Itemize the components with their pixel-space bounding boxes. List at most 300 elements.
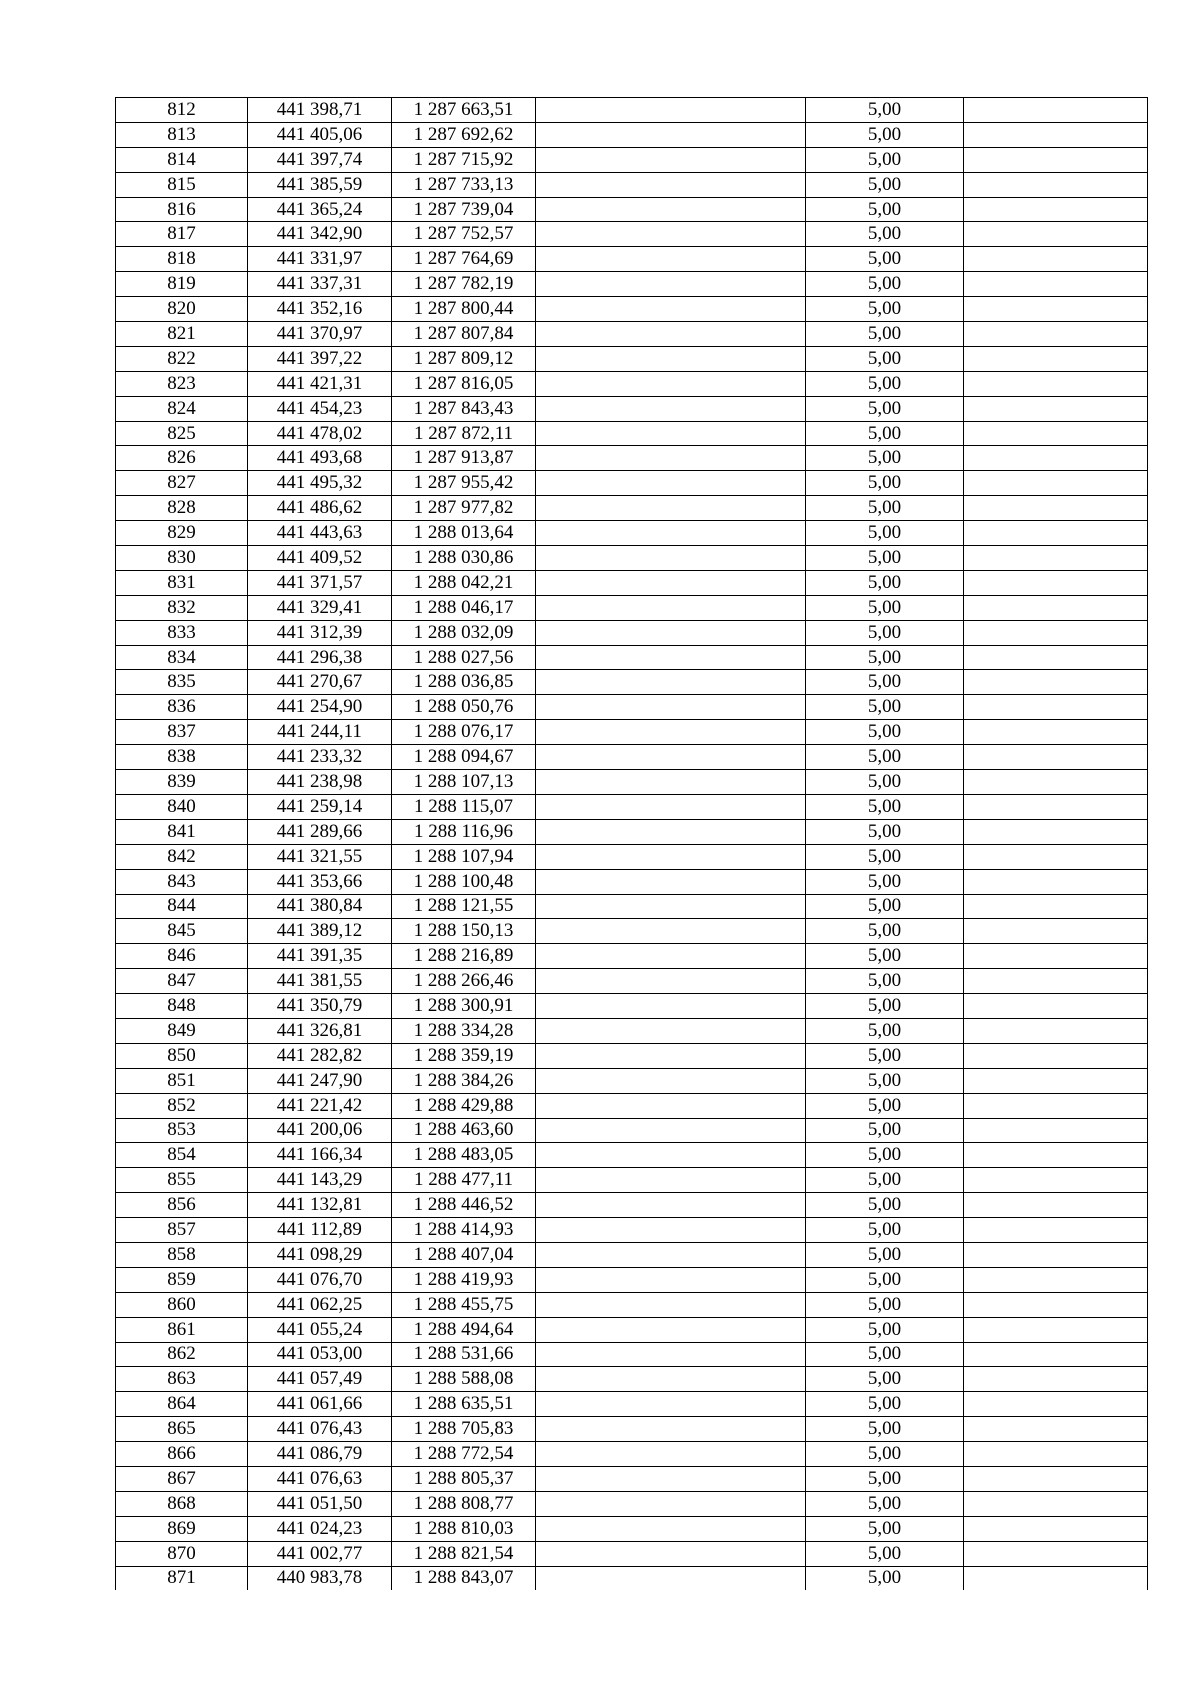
empty-cell: [964, 1068, 1148, 1093]
table-row: [116, 1342, 1148, 1367]
y-coordinate-cell: 1 288 076,17: [392, 720, 536, 745]
value-cell: 5,00: [806, 446, 964, 471]
y-coordinate-cell: 1 288 635,51: [392, 1392, 536, 1417]
table-row: [116, 496, 1148, 521]
empty-cell: [536, 1168, 806, 1193]
y-coordinate-cell: 1 287 843,43: [392, 396, 536, 421]
point-number-cell: 830: [116, 546, 248, 571]
table-row: [116, 1143, 1148, 1168]
empty-cell: [536, 645, 806, 670]
table-row: [116, 994, 1148, 1019]
y-coordinate-cell: 1 288 334,28: [392, 1018, 536, 1043]
table-row: [116, 595, 1148, 620]
empty-cell: [964, 1093, 1148, 1118]
y-coordinate-cell: 1 288 531,66: [392, 1342, 536, 1367]
x-coordinate-cell: 441 200,06: [248, 1118, 392, 1143]
point-number-cell: 841: [116, 819, 248, 844]
y-coordinate-cell: 1 287 977,82: [392, 496, 536, 521]
table-row: [116, 695, 1148, 720]
y-coordinate-cell: 1 288 808,77: [392, 1491, 536, 1516]
value-cell: 5,00: [806, 1292, 964, 1317]
x-coordinate-cell: 441 076,43: [248, 1417, 392, 1442]
x-coordinate-cell: 441 132,81: [248, 1193, 392, 1218]
empty-cell: [536, 1541, 806, 1566]
value-cell: 5,00: [806, 794, 964, 819]
y-coordinate-cell: 1 288 300,91: [392, 994, 536, 1019]
empty-cell: [536, 595, 806, 620]
table-row: [116, 1516, 1148, 1541]
table-row: [116, 969, 1148, 994]
point-number-cell: 867: [116, 1466, 248, 1491]
value-cell: 5,00: [806, 1043, 964, 1068]
value-cell: 5,00: [806, 1466, 964, 1491]
empty-cell: [536, 1442, 806, 1467]
table-row: [116, 1442, 1148, 1467]
y-coordinate-cell: 1 288 032,09: [392, 620, 536, 645]
value-cell: 5,00: [806, 1218, 964, 1243]
y-coordinate-cell: 1 288 477,11: [392, 1168, 536, 1193]
y-coordinate-cell: 1 287 955,42: [392, 471, 536, 496]
point-number-cell: 815: [116, 172, 248, 197]
y-coordinate-cell: 1 288 429,88: [392, 1093, 536, 1118]
value-cell: 5,00: [806, 595, 964, 620]
point-number-cell: 856: [116, 1193, 248, 1218]
empty-cell: [536, 322, 806, 347]
table-row: [116, 1218, 1148, 1243]
empty-cell: [964, 1566, 1148, 1590]
value-cell: 5,00: [806, 570, 964, 595]
empty-cell: [964, 894, 1148, 919]
y-coordinate-cell: 1 288 216,89: [392, 944, 536, 969]
point-number-cell: 844: [116, 894, 248, 919]
point-number-cell: 834: [116, 645, 248, 670]
empty-cell: [536, 1342, 806, 1367]
empty-cell: [536, 496, 806, 521]
y-coordinate-cell: 1 288 810,03: [392, 1516, 536, 1541]
y-coordinate-cell: 1 288 359,19: [392, 1043, 536, 1068]
empty-cell: [964, 322, 1148, 347]
x-coordinate-cell: 441 247,90: [248, 1068, 392, 1093]
point-number-cell: 816: [116, 197, 248, 222]
x-coordinate-cell: 441 024,23: [248, 1516, 392, 1541]
empty-cell: [536, 421, 806, 446]
x-coordinate-cell: 441 321,55: [248, 844, 392, 869]
empty-cell: [964, 1292, 1148, 1317]
y-coordinate-cell: 1 287 872,11: [392, 421, 536, 446]
x-coordinate-cell: 441 443,63: [248, 521, 392, 546]
empty-cell: [536, 98, 806, 123]
empty-cell: [964, 1193, 1148, 1218]
y-coordinate-cell: 1 288 494,64: [392, 1317, 536, 1342]
table-row: [116, 1242, 1148, 1267]
x-coordinate-cell: 441 312,39: [248, 620, 392, 645]
point-number-cell: 851: [116, 1068, 248, 1093]
x-coordinate-cell: 441 381,55: [248, 969, 392, 994]
value-cell: 5,00: [806, 272, 964, 297]
point-number-cell: 813: [116, 122, 248, 147]
value-cell: 5,00: [806, 1093, 964, 1118]
value-cell: 5,00: [806, 1193, 964, 1218]
x-coordinate-cell: 441 350,79: [248, 994, 392, 1019]
table-row: [116, 1566, 1148, 1590]
y-coordinate-cell: 1 287 809,12: [392, 346, 536, 371]
table-row: [116, 546, 1148, 571]
table-row: [116, 421, 1148, 446]
value-cell: 5,00: [806, 322, 964, 347]
table-row: [116, 570, 1148, 595]
x-coordinate-cell: 441 495,32: [248, 471, 392, 496]
x-coordinate-cell: 441 478,02: [248, 421, 392, 446]
point-number-cell: 828: [116, 496, 248, 521]
value-cell: 5,00: [806, 994, 964, 1019]
x-coordinate-cell: 441 061,66: [248, 1392, 392, 1417]
y-coordinate-cell: 1 288 050,76: [392, 695, 536, 720]
y-coordinate-cell: 1 287 807,84: [392, 322, 536, 347]
empty-cell: [536, 446, 806, 471]
empty-cell: [536, 994, 806, 1019]
empty-cell: [536, 770, 806, 795]
y-coordinate-cell: 1 288 150,13: [392, 919, 536, 944]
value-cell: 5,00: [806, 919, 964, 944]
y-coordinate-cell: 1 288 030,86: [392, 546, 536, 571]
value-cell: 5,00: [806, 521, 964, 546]
y-coordinate-cell: 1 288 843,07: [392, 1566, 536, 1590]
point-number-cell: 842: [116, 844, 248, 869]
table-row: [116, 919, 1148, 944]
table-row: [116, 645, 1148, 670]
value-cell: 5,00: [806, 471, 964, 496]
empty-cell: [536, 1093, 806, 1118]
x-coordinate-cell: 441 385,59: [248, 172, 392, 197]
empty-cell: [536, 297, 806, 322]
empty-cell: [964, 969, 1148, 994]
empty-cell: [536, 944, 806, 969]
point-number-cell: 855: [116, 1168, 248, 1193]
empty-cell: [536, 819, 806, 844]
empty-cell: [536, 222, 806, 247]
y-coordinate-cell: 1 288 094,67: [392, 745, 536, 770]
empty-cell: [964, 770, 1148, 795]
point-number-cell: 833: [116, 620, 248, 645]
x-coordinate-cell: 441 421,31: [248, 371, 392, 396]
point-number-cell: 857: [116, 1218, 248, 1243]
empty-cell: [536, 197, 806, 222]
x-coordinate-cell: 441 254,90: [248, 695, 392, 720]
table-row: [116, 1367, 1148, 1392]
x-coordinate-cell: 441 370,97: [248, 322, 392, 347]
point-number-cell: 820: [116, 297, 248, 322]
x-coordinate-cell: 441 389,12: [248, 919, 392, 944]
y-coordinate-cell: 1 287 800,44: [392, 297, 536, 322]
y-coordinate-cell: 1 288 013,64: [392, 521, 536, 546]
y-coordinate-cell: 1 288 100,48: [392, 869, 536, 894]
empty-cell: [964, 546, 1148, 571]
point-number-cell: 846: [116, 944, 248, 969]
empty-cell: [964, 570, 1148, 595]
value-cell: 5,00: [806, 1242, 964, 1267]
x-coordinate-cell: 441 098,29: [248, 1242, 392, 1267]
table-row: [116, 297, 1148, 322]
table-row: [116, 396, 1148, 421]
point-number-cell: 853: [116, 1118, 248, 1143]
value-cell: 5,00: [806, 297, 964, 322]
empty-cell: [964, 1043, 1148, 1068]
point-number-cell: 868: [116, 1491, 248, 1516]
y-coordinate-cell: 1 288 483,05: [392, 1143, 536, 1168]
empty-cell: [964, 944, 1148, 969]
y-coordinate-cell: 1 287 739,04: [392, 197, 536, 222]
x-coordinate-cell: 441 259,14: [248, 794, 392, 819]
x-coordinate-cell: 441 397,74: [248, 147, 392, 172]
x-coordinate-cell: 441 244,11: [248, 720, 392, 745]
table-row: [116, 147, 1148, 172]
value-cell: 5,00: [806, 770, 964, 795]
x-coordinate-cell: 441 143,29: [248, 1168, 392, 1193]
table-body: [116, 98, 1148, 1591]
y-coordinate-cell: 1 288 446,52: [392, 1193, 536, 1218]
table-row: [116, 944, 1148, 969]
x-coordinate-cell: 441 391,35: [248, 944, 392, 969]
table-row: [116, 1068, 1148, 1093]
x-coordinate-cell: 441 331,97: [248, 247, 392, 272]
table-row: [116, 670, 1148, 695]
empty-cell: [964, 222, 1148, 247]
x-coordinate-cell: 441 289,66: [248, 819, 392, 844]
empty-cell: [536, 695, 806, 720]
table-row: [116, 1043, 1148, 1068]
y-coordinate-cell: 1 288 107,13: [392, 770, 536, 795]
x-coordinate-cell: 441 352,16: [248, 297, 392, 322]
y-coordinate-cell: 1 287 692,62: [392, 122, 536, 147]
empty-cell: [536, 122, 806, 147]
table-row: [116, 720, 1148, 745]
point-number-cell: 838: [116, 745, 248, 770]
point-number-cell: 818: [116, 247, 248, 272]
empty-cell: [964, 1417, 1148, 1442]
x-coordinate-cell: 441 337,31: [248, 272, 392, 297]
value-cell: 5,00: [806, 944, 964, 969]
point-number-cell: 837: [116, 720, 248, 745]
empty-cell: [964, 122, 1148, 147]
y-coordinate-cell: 1 288 115,07: [392, 794, 536, 819]
value-cell: 5,00: [806, 546, 964, 571]
empty-cell: [964, 745, 1148, 770]
empty-cell: [536, 570, 806, 595]
x-coordinate-cell: 441 270,67: [248, 670, 392, 695]
empty-cell: [964, 869, 1148, 894]
x-coordinate-cell: 441 405,06: [248, 122, 392, 147]
point-number-cell: 812: [116, 98, 248, 123]
table-row: [116, 1292, 1148, 1317]
empty-cell: [964, 272, 1148, 297]
x-coordinate-cell: 441 365,24: [248, 197, 392, 222]
point-number-cell: 835: [116, 670, 248, 695]
empty-cell: [964, 720, 1148, 745]
empty-cell: [964, 595, 1148, 620]
point-number-cell: 863: [116, 1367, 248, 1392]
x-coordinate-cell: 441 053,00: [248, 1342, 392, 1367]
table-row: [116, 122, 1148, 147]
empty-cell: [536, 1566, 806, 1590]
point-number-cell: 845: [116, 919, 248, 944]
point-number-cell: 821: [116, 322, 248, 347]
table-row: [116, 894, 1148, 919]
y-coordinate-cell: 1 288 384,26: [392, 1068, 536, 1093]
value-cell: 5,00: [806, 819, 964, 844]
y-coordinate-cell: 1 288 463,60: [392, 1118, 536, 1143]
value-cell: 5,00: [806, 1491, 964, 1516]
point-number-cell: 870: [116, 1541, 248, 1566]
value-cell: 5,00: [806, 720, 964, 745]
point-number-cell: 823: [116, 371, 248, 396]
y-coordinate-cell: 1 288 036,85: [392, 670, 536, 695]
point-number-cell: 817: [116, 222, 248, 247]
point-number-cell: 831: [116, 570, 248, 595]
value-cell: 5,00: [806, 98, 964, 123]
x-coordinate-cell: 441 353,66: [248, 869, 392, 894]
empty-cell: [964, 197, 1148, 222]
empty-cell: [536, 745, 806, 770]
empty-cell: [536, 1292, 806, 1317]
y-coordinate-cell: 1 288 121,55: [392, 894, 536, 919]
x-coordinate-cell: 441 296,38: [248, 645, 392, 670]
x-coordinate-cell: 441 057,49: [248, 1367, 392, 1392]
value-cell: 5,00: [806, 695, 964, 720]
y-coordinate-cell: 1 287 715,92: [392, 147, 536, 172]
empty-cell: [536, 1491, 806, 1516]
value-cell: 5,00: [806, 371, 964, 396]
empty-cell: [964, 172, 1148, 197]
empty-cell: [536, 1242, 806, 1267]
table-row: [116, 1018, 1148, 1043]
x-coordinate-cell: 441 493,68: [248, 446, 392, 471]
point-number-cell: 858: [116, 1242, 248, 1267]
empty-cell: [964, 919, 1148, 944]
point-number-cell: 822: [116, 346, 248, 371]
empty-cell: [536, 546, 806, 571]
empty-cell: [964, 1218, 1148, 1243]
table-row: [116, 322, 1148, 347]
empty-cell: [536, 919, 806, 944]
point-number-cell: 819: [116, 272, 248, 297]
value-cell: 5,00: [806, 1317, 964, 1342]
empty-cell: [964, 1516, 1148, 1541]
empty-cell: [536, 1516, 806, 1541]
table-row: [116, 98, 1148, 123]
table-row: [116, 1168, 1148, 1193]
point-number-cell: 824: [116, 396, 248, 421]
value-cell: 5,00: [806, 346, 964, 371]
table-row: [116, 794, 1148, 819]
y-coordinate-cell: 1 288 116,96: [392, 819, 536, 844]
empty-cell: [964, 695, 1148, 720]
y-coordinate-cell: 1 288 705,83: [392, 1417, 536, 1442]
x-coordinate-cell: 440 983,78: [248, 1566, 392, 1590]
table-row: [116, 1093, 1148, 1118]
value-cell: 5,00: [806, 1143, 964, 1168]
empty-cell: [964, 1491, 1148, 1516]
x-coordinate-cell: 441 380,84: [248, 894, 392, 919]
empty-cell: [536, 1367, 806, 1392]
point-number-cell: 865: [116, 1417, 248, 1442]
y-coordinate-cell: 1 288 419,93: [392, 1267, 536, 1292]
value-cell: 5,00: [806, 1168, 964, 1193]
table-row: [116, 1466, 1148, 1491]
empty-cell: [964, 1018, 1148, 1043]
coordinates-table-container: [115, 97, 1147, 1590]
point-number-cell: 814: [116, 147, 248, 172]
empty-cell: [536, 1466, 806, 1491]
x-coordinate-cell: 441 002,77: [248, 1541, 392, 1566]
value-cell: 5,00: [806, 247, 964, 272]
table-row: [116, 1193, 1148, 1218]
table-row: [116, 1317, 1148, 1342]
x-coordinate-cell: 441 221,42: [248, 1093, 392, 1118]
empty-cell: [964, 1367, 1148, 1392]
table-row: [116, 1417, 1148, 1442]
y-coordinate-cell: 1 287 782,19: [392, 272, 536, 297]
empty-cell: [964, 1541, 1148, 1566]
empty-cell: [964, 147, 1148, 172]
empty-cell: [964, 346, 1148, 371]
point-number-cell: 826: [116, 446, 248, 471]
x-coordinate-cell: 441 398,71: [248, 98, 392, 123]
value-cell: 5,00: [806, 122, 964, 147]
empty-cell: [964, 98, 1148, 123]
point-number-cell: 871: [116, 1566, 248, 1590]
empty-cell: [964, 496, 1148, 521]
empty-cell: [964, 844, 1148, 869]
empty-cell: [536, 894, 806, 919]
table-row: [116, 1541, 1148, 1566]
value-cell: 5,00: [806, 1068, 964, 1093]
y-coordinate-cell: 1 287 663,51: [392, 98, 536, 123]
empty-cell: [536, 471, 806, 496]
empty-cell: [536, 670, 806, 695]
value-cell: 5,00: [806, 1118, 964, 1143]
empty-cell: [964, 1118, 1148, 1143]
x-coordinate-cell: 441 051,50: [248, 1491, 392, 1516]
value-cell: 5,00: [806, 620, 964, 645]
y-coordinate-cell: 1 288 042,21: [392, 570, 536, 595]
empty-cell: [964, 1168, 1148, 1193]
table-row: [116, 346, 1148, 371]
empty-cell: [536, 247, 806, 272]
coordinates-table: [115, 97, 1148, 1590]
table-row: [116, 247, 1148, 272]
table-row: [116, 222, 1148, 247]
x-coordinate-cell: 441 282,82: [248, 1043, 392, 1068]
point-number-cell: 832: [116, 595, 248, 620]
empty-cell: [964, 620, 1148, 645]
empty-cell: [536, 371, 806, 396]
point-number-cell: 866: [116, 1442, 248, 1467]
point-number-cell: 860: [116, 1292, 248, 1317]
table-row: [116, 272, 1148, 297]
empty-cell: [536, 869, 806, 894]
y-coordinate-cell: 1 287 733,13: [392, 172, 536, 197]
value-cell: 5,00: [806, 894, 964, 919]
empty-cell: [964, 1267, 1148, 1292]
value-cell: 5,00: [806, 147, 964, 172]
value-cell: 5,00: [806, 421, 964, 446]
value-cell: 5,00: [806, 1516, 964, 1541]
value-cell: 5,00: [806, 645, 964, 670]
empty-cell: [964, 994, 1148, 1019]
point-number-cell: 840: [116, 794, 248, 819]
empty-cell: [964, 471, 1148, 496]
point-number-cell: 864: [116, 1392, 248, 1417]
